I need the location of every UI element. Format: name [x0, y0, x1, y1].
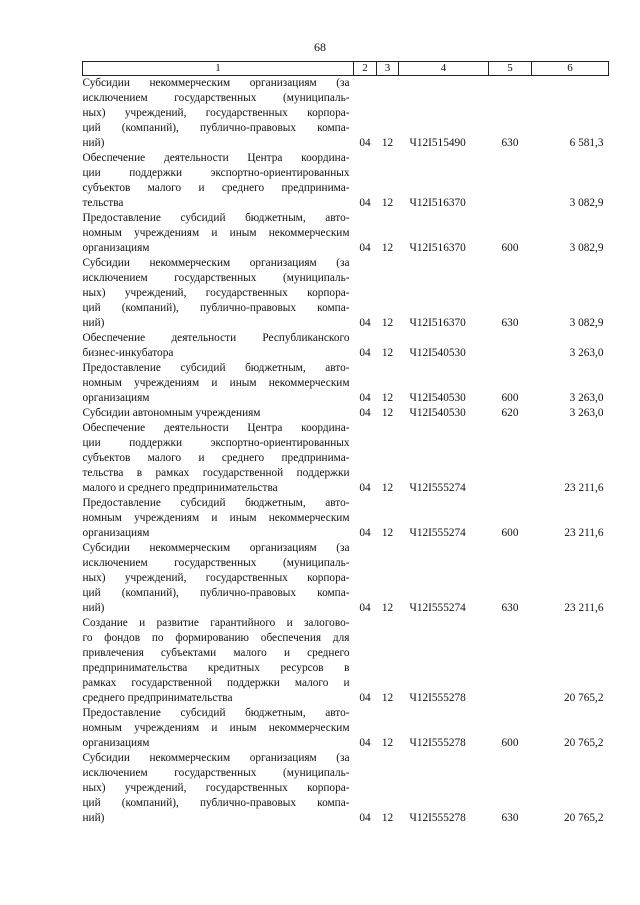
row-amount: 3 082,9: [569, 242, 604, 254]
description-line: Субсидии некоммерческим организациям (за: [82, 257, 350, 269]
description-line: ний): [82, 602, 105, 614]
row-section-code: 04: [359, 347, 371, 359]
row-subsection-code: 12: [381, 137, 394, 149]
row-target-code: Ч12I516370: [409, 317, 466, 329]
description-line: Субсидии автономным учреждениям: [82, 407, 261, 419]
row-description: [83, 151, 354, 211]
description-line: Предоставление субсидий бюджетным, авто-: [82, 497, 350, 509]
description-line: ний): [82, 137, 105, 149]
row-expense-type: 600: [501, 242, 519, 254]
table-row: [83, 496, 609, 541]
row-description: [83, 421, 354, 496]
description-line: ных) учреждений, государственных корпора-: [82, 572, 350, 584]
description-line: Субсидии некоммерческим организациям (за: [82, 752, 350, 764]
row-target-code: Ч12I555274: [409, 602, 466, 614]
row-description: [83, 751, 354, 826]
row-amount: 23 211,6: [564, 527, 604, 539]
row-description: [83, 616, 354, 706]
header-cell-2: 2: [354, 62, 377, 76]
description-line: Субсидии некоммерческим организациям (за: [82, 77, 350, 89]
description-line: малого и среднего предпринимательства: [82, 482, 278, 494]
row-target-code: Ч12I555278: [409, 737, 466, 749]
row-target-code: Ч12I555274: [409, 527, 466, 539]
row-expense-type: 600: [501, 737, 519, 749]
description-line: Создание и развитие гарантийного и залогово-: [82, 617, 350, 629]
description-line: ных) учреждений, государственных корпора-: [82, 782, 350, 794]
row-expense-type: 630: [501, 812, 519, 824]
row-amount: 3 082,9: [569, 317, 604, 329]
description-line: номным учреждениям и иным некоммерческим: [82, 722, 350, 734]
table-row: [83, 211, 609, 256]
table-row: [83, 76, 609, 152]
row-subsection-code: 12: [381, 812, 394, 824]
row-target-code: Ч12I515490: [409, 137, 466, 149]
description-line: ний): [82, 317, 105, 329]
description-line: бизнес-инкубатора: [82, 347, 174, 359]
row-description: [83, 211, 354, 256]
description-line: Обеспечение деятельности Центра координа-: [82, 152, 350, 164]
description-line: Предоставление субсидий бюджетным, авто-: [82, 212, 350, 224]
row-expense-type: 620: [501, 407, 519, 419]
row-amount: 23 211,6: [564, 602, 604, 614]
header-cell-4: 4: [399, 62, 489, 76]
description-line: го фондов по формированию обеспечения для: [82, 632, 350, 644]
row-description: [83, 406, 354, 421]
table-header-row: [83, 62, 609, 76]
row-section-code: 04: [359, 317, 371, 329]
row-description: [83, 76, 354, 152]
description-line: субъектов малого и среднего предпринима-: [82, 452, 350, 464]
header-cell-1: 1: [83, 62, 354, 76]
row-subsection-code: 12: [381, 527, 394, 539]
row-subsection-code: 12: [381, 197, 394, 209]
description-line: ций (компаний), публично-правовых компа-: [82, 122, 350, 134]
table-row: [83, 421, 609, 496]
header-cell-6: 6: [532, 62, 609, 76]
description-line: тельства в рамках государственной поддержки: [82, 467, 350, 479]
row-section-code: 04: [359, 692, 371, 704]
row-amount: 23 211,6: [564, 482, 604, 494]
row-target-code: Ч12I516370: [409, 242, 466, 254]
description-line: среднего предпринимательства: [82, 692, 233, 704]
table-row: [83, 616, 609, 706]
description-line: организациям: [82, 242, 150, 254]
row-section-code: 04: [359, 242, 371, 254]
row-subsection-code: 12: [381, 347, 394, 359]
page-number: 68: [314, 40, 326, 54]
row-amount: 6 581,3: [569, 137, 604, 149]
row-amount: 3 082,9: [569, 197, 604, 209]
table-row: [83, 541, 609, 616]
row-subsection-code: 12: [381, 482, 394, 494]
description-line: исключением государственных (муниципаль-: [82, 272, 350, 284]
table-row: [83, 331, 609, 361]
description-line: ции поддержки экспортно-ориентированных: [82, 167, 350, 179]
row-description: [83, 706, 354, 751]
row-amount: 3 263,0: [569, 347, 604, 359]
row-expense-type: [489, 616, 532, 706]
row-amount: 3 263,0: [569, 407, 604, 419]
row-target-code: Ч12I540530: [409, 392, 466, 404]
row-subsection-code: 12: [381, 602, 394, 614]
row-expense-type: [489, 151, 532, 211]
description-line: ции поддержки экспортно-ориентированных: [82, 437, 350, 449]
table-row: [83, 361, 609, 406]
description-line: номным учреждениям и иным некоммерческим: [82, 227, 350, 239]
description-line: Предоставление субсидий бюджетным, авто-: [82, 362, 350, 374]
table-row: [83, 706, 609, 751]
row-section-code: 04: [359, 392, 371, 404]
row-section-code: 04: [359, 137, 371, 149]
description-line: Обеспечение деятельности Центра координа-: [82, 422, 350, 434]
description-line: ных) учреждений, государственных корпора-: [82, 107, 350, 119]
description-line: субъектов малого и среднего предпринима-: [82, 182, 350, 194]
description-line: номным учреждениям и иным некоммерческим: [82, 377, 350, 389]
row-subsection-code: 12: [381, 407, 394, 419]
description-line: тельства: [82, 197, 124, 209]
row-expense-type: [489, 331, 532, 361]
budget-table: [82, 61, 609, 826]
description-line: ций (компаний), публично-правовых компа-: [82, 302, 350, 314]
description-line: ний): [82, 812, 105, 824]
table-body: [83, 76, 609, 827]
row-expense-type: [489, 421, 532, 496]
table-row: [83, 751, 609, 826]
row-section-code: 04: [359, 737, 371, 749]
description-line: организациям: [82, 392, 150, 404]
row-description: [83, 361, 354, 406]
row-subsection-code: 12: [381, 392, 394, 404]
description-line: ных) учреждений, государственных корпора-: [82, 287, 350, 299]
description-line: исключением государственных (муниципаль-: [82, 92, 350, 104]
description-line: номным учреждениям и иным некоммерческим: [82, 512, 350, 524]
description-line: рамках государственной поддержки малого и: [82, 677, 350, 689]
row-subsection-code: 12: [381, 242, 394, 254]
row-description: [83, 331, 354, 361]
header-cell-5: 5: [489, 62, 532, 76]
description-line: привлечения субъектами малого и среднего: [82, 647, 350, 659]
row-subsection-code: 12: [381, 737, 394, 749]
table-row: [83, 256, 609, 331]
table-row: [83, 406, 609, 421]
description-line: Субсидии некоммерческим организациям (за: [82, 542, 350, 554]
row-section-code: 04: [359, 527, 371, 539]
row-target-code: Ч12I540530: [409, 407, 466, 419]
description-line: исключением государственных (муниципаль-: [82, 557, 350, 569]
row-amount: 20 765,2: [563, 692, 604, 704]
row-section-code: 04: [359, 812, 371, 824]
description-line: предпринимательства кредитных ресурсов в: [82, 662, 350, 674]
row-amount: 3 263,0: [569, 392, 604, 404]
row-amount: 20 765,2: [563, 737, 604, 749]
row-target-code: Ч12I516370: [409, 197, 466, 209]
row-amount: 20 765,2: [563, 812, 604, 824]
row-section-code: 04: [359, 407, 371, 419]
description-line: ций (компаний), публично-правовых компа-: [82, 587, 350, 599]
row-expense-type: 630: [501, 137, 519, 149]
description-line: ций (компаний), публично-правовых компа-: [82, 797, 350, 809]
row-description: [83, 541, 354, 616]
description-line: исключением государственных (муниципаль-: [82, 767, 350, 779]
description-line: Предоставление субсидий бюджетным, авто-: [82, 707, 350, 719]
row-description: [83, 256, 354, 331]
row-subsection-code: 12: [381, 692, 394, 704]
row-target-code: Ч12I555274: [409, 482, 466, 494]
row-target-code: Ч12I555278: [409, 812, 466, 824]
row-description: [83, 496, 354, 541]
row-target-code: Ч12I540530: [409, 347, 466, 359]
row-expense-type: 600: [501, 527, 519, 539]
row-target-code: Ч12I555278: [409, 692, 466, 704]
row-expense-type: 630: [501, 317, 519, 329]
row-section-code: 04: [359, 482, 371, 494]
header-cell-3: 3: [377, 62, 399, 76]
row-subsection-code: 12: [381, 317, 394, 329]
row-expense-type: 600: [501, 392, 519, 404]
row-section-code: 04: [359, 197, 371, 209]
description-line: организациям: [82, 737, 150, 749]
row-expense-type: 630: [501, 602, 519, 614]
description-line: организациям: [82, 527, 150, 539]
row-section-code: 04: [359, 602, 371, 614]
table-row: [83, 151, 609, 211]
description-line: Обеспечение деятельности Республиканского: [82, 332, 350, 344]
